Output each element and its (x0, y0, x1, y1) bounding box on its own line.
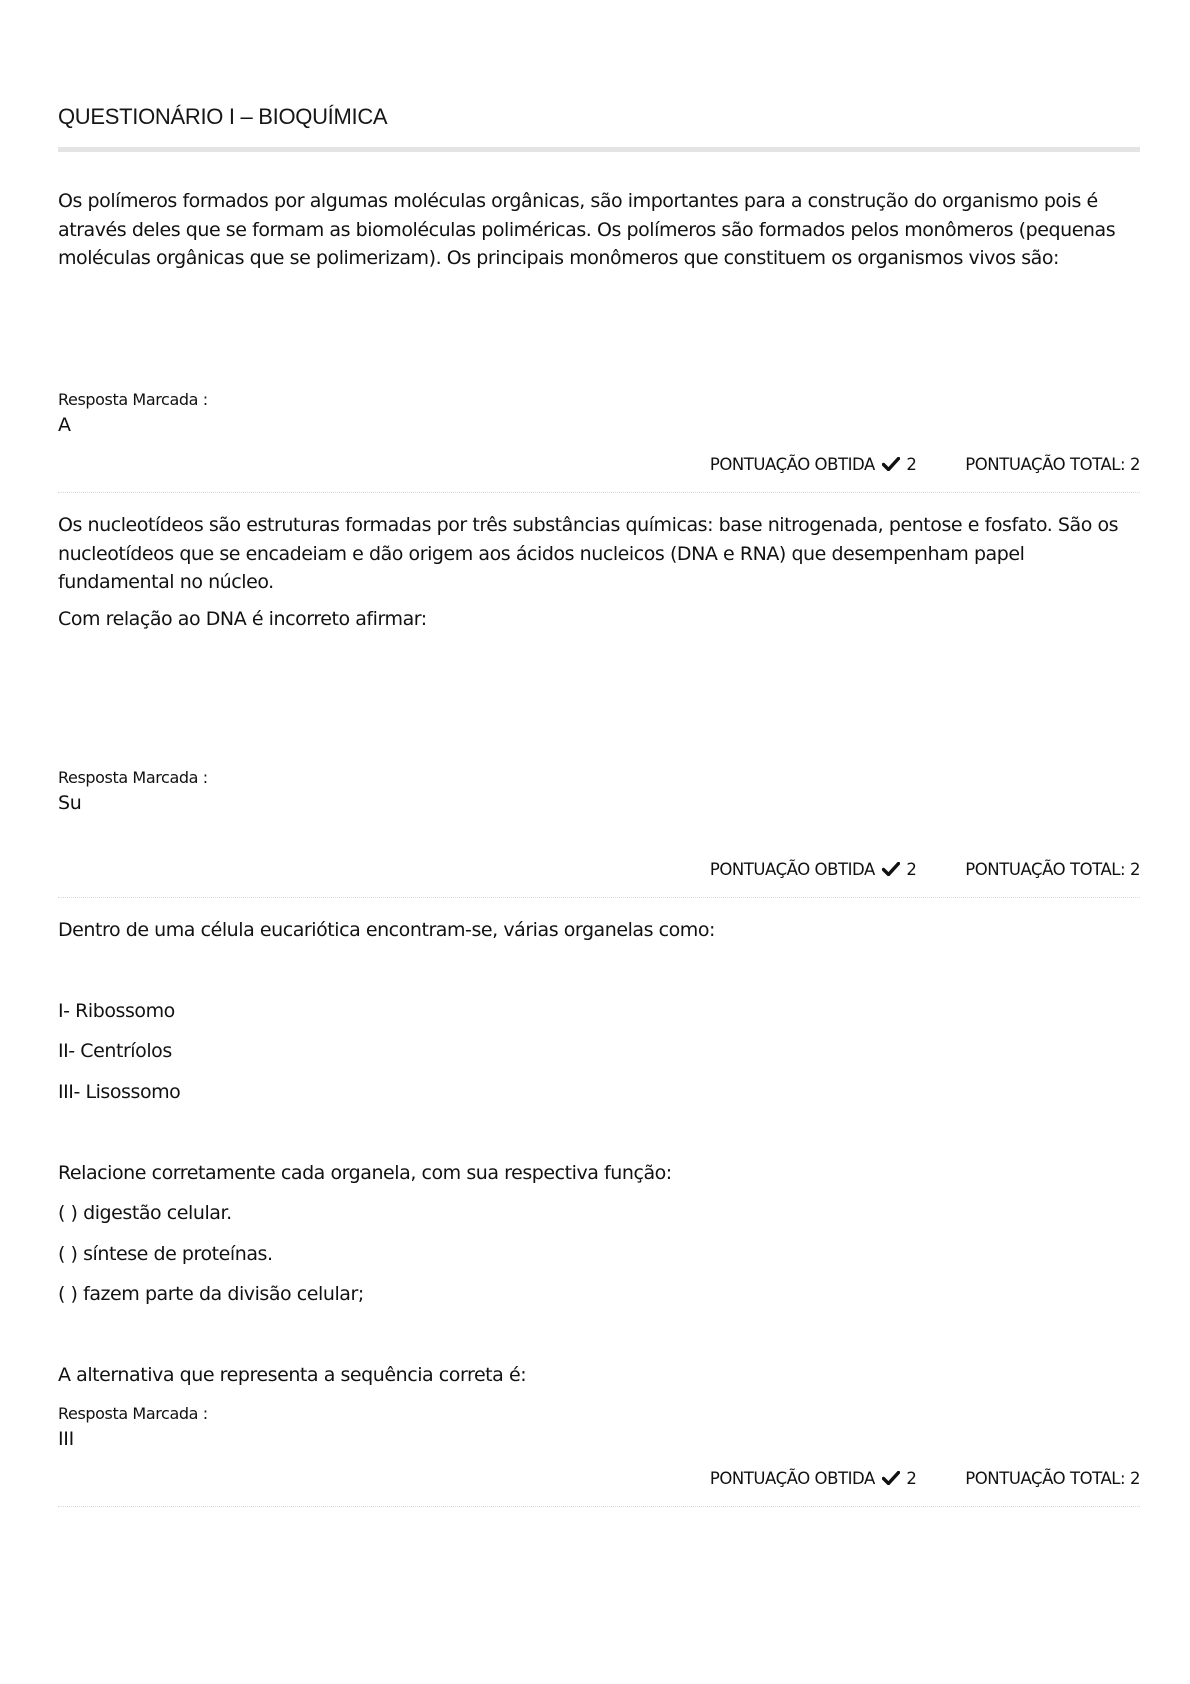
score-obtained-label: PONTUAÇÃO OBTIDA (709, 455, 875, 474)
question-2-answer-label: Resposta Marcada : (58, 768, 208, 787)
question-3-function-1: ( ) digestão celular. (58, 1202, 232, 1224)
question-2-score-total: PONTUAÇÃO TOTAL: 2 (965, 860, 1140, 879)
question-3-item-1: I- Ribossomo (58, 1000, 175, 1022)
question-2-text: Os nucleotídeos são estruturas formadas por três substâncias químicas: base nitrogenada, pentose e fosfato. São os nucleotídeos que se encadeiam e dão origem aos ácidos nucleicos (DNA e RNA) que desempenham papel fundamental no núcleo. (58, 514, 1119, 593)
question-3-answer-label: Resposta Marcada : (58, 1404, 208, 1423)
question-3-intro: Dentro de uma célula eucariótica encontram-se, várias organelas como: (58, 919, 715, 941)
score-obtained-label: PONTUAÇÃO OBTIDA (709, 860, 875, 879)
score-obtained-value: 2 (906, 860, 917, 879)
question-2-score-obtained (710, 860, 917, 879)
question-2-score (440, 860, 1140, 884)
question-1-score (440, 455, 1140, 479)
score-obtained-label: PONTUAÇÃO OBTIDA (709, 1469, 875, 1488)
title-divider (58, 147, 1140, 152)
question-1-answer-label: Resposta Marcada : (58, 390, 208, 409)
question-3-function-3: ( ) fazem parte da divisão celular; (58, 1283, 364, 1305)
page-title: QUESTIONÁRIO I – BIOQUÍMICA (58, 104, 388, 129)
question-divider (58, 492, 1140, 493)
question-2-prompt: Com relação ao DNA é incorreto afirmar: (58, 608, 427, 630)
question-divider (58, 897, 1140, 898)
question-3-score-obtained (710, 1469, 917, 1488)
score-obtained-value: 2 (906, 1469, 917, 1488)
check-icon (882, 1471, 900, 1485)
question-3-answer-value: III (58, 1428, 74, 1450)
question-3-score-total: PONTUAÇÃO TOTAL: 2 (965, 1469, 1140, 1488)
question-3-item-2: II- Centríolos (58, 1040, 172, 1062)
question-2-answer-value: Su (58, 792, 82, 814)
question-3-score (440, 1469, 1140, 1493)
question-1-text: Os polímeros formados por algumas moléculas orgânicas, são importantes para a construção do organismo pois é através deles que se formam as biomoléculas poliméricas. Os polímeros são formados pelos monômeros (pequenas moléculas orgânicas que se polimerizam). Os principais monômeros que constituem os organismos vivos são: (58, 190, 1116, 269)
question-3-item-3: III- Lisossomo (58, 1081, 181, 1103)
question-3-instruction: Relacione corretamente cada organela, com sua respectiva função: (58, 1162, 672, 1184)
question-1-score-total: PONTUAÇÃO TOTAL: 2 (965, 455, 1140, 474)
quiz-page (58, 0, 1140, 1684)
score-obtained-value: 2 (906, 455, 917, 474)
question-3-prompt: A alternativa que representa a sequência correta é: (58, 1364, 527, 1386)
question-divider (58, 1506, 1140, 1507)
check-icon (882, 457, 900, 471)
check-icon (882, 862, 900, 876)
question-3-function-2: ( ) síntese de proteínas. (58, 1243, 273, 1265)
question-1-score-obtained (710, 455, 917, 474)
question-1-answer-value: A (58, 414, 71, 436)
